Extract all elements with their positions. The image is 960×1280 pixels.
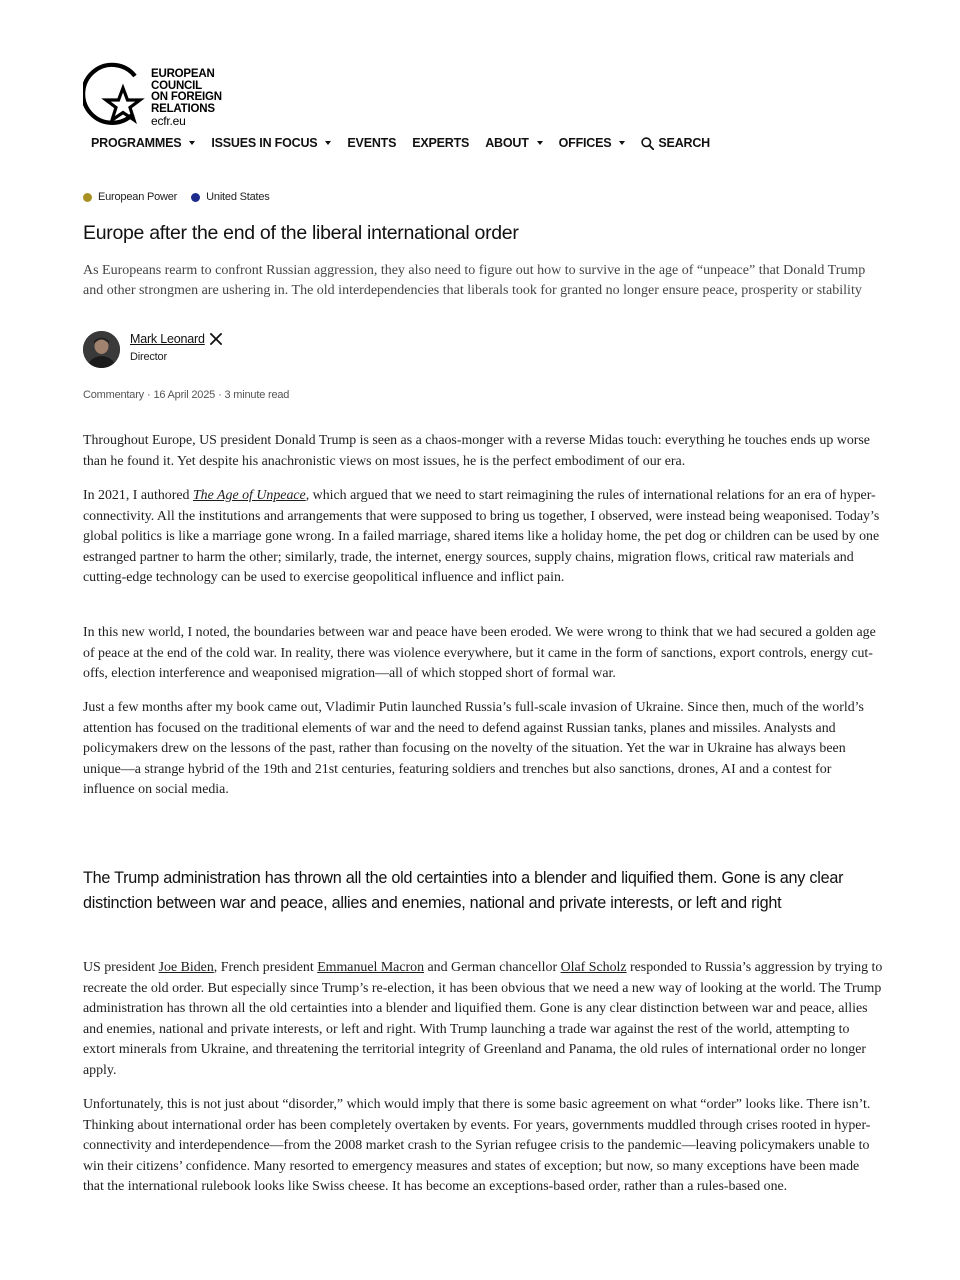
tag-label: United States	[206, 191, 270, 203]
logo-url: ecfr.eu	[151, 114, 186, 129]
article-date: 16 April 2025	[153, 389, 216, 401]
pull-quote: The Trump administration has thrown all the old certainties into a blender and liquified them. Gone is any clear distinction between war and peace, allies and enemies, national and private interests, or left and right	[83, 869, 844, 912]
nav-label: PROGRAMMES	[91, 136, 182, 150]
paragraph: Just a few months after my book came out, Vladimir Putin launched Russia’s full-scale invasion of Ukraine. Since then, much of the world’s attention has focused on the traditional elements of war and the need to defend against Russian tanks, planes and missiles. Analysts and policymakers drew on the lessons of the past, rather than focusing on the novelty of the situation. Yet the war in Ukraine has always been unique—a strange hybrid of the 19th and 21st centuries, featuring soldiers and trenches but also sanctions, drones, AI and a contest for influence on social media.	[83, 700, 864, 798]
text-span: and German chancellor	[424, 960, 561, 975]
chevron-down-icon	[189, 141, 195, 145]
nav-about[interactable]	[485, 136, 542, 150]
logo-line: EUROPEAN	[151, 68, 215, 80]
author-block	[83, 331, 222, 368]
text-span: , which argued that we need to start reimagining the rules of international relations for an era of hyper-connectivity. All the institutions and arrangements that were supposed to bring us together, I observed, were instead being weaponised. Today’s global politics is like a marriage gone wrong. In a failed marriage, shared items like a holiday home, the pet dog or children can be used by one estranged partner to harm the other; similarly, trade, the internet, energy sources, supply chains, migration flows, critical raw materials and cutting-edge technology can be used to exercise geopolitical influence and inflict pain.	[83, 488, 880, 586]
logo-line: ON FOREIGN	[151, 91, 222, 104]
nav-search[interactable]	[641, 136, 710, 150]
paragraph	[83, 486, 883, 589]
nav-label: OFFICES	[558, 136, 612, 150]
star-circle-icon	[83, 62, 147, 132]
topic-tags	[83, 191, 284, 203]
read-time: 3 minute read	[224, 389, 290, 401]
book-link[interactable]: The Age of Unpeace	[192, 488, 306, 503]
tag-dot-icon	[191, 193, 200, 202]
chevron-down-icon	[537, 141, 543, 145]
chevron-down-icon	[325, 141, 331, 145]
main-nav	[91, 136, 726, 150]
text-span: US president	[83, 960, 159, 975]
nav-programmes[interactable]	[91, 136, 195, 150]
logo-line: COUNCIL	[151, 79, 202, 92]
x-twitter-icon[interactable]	[210, 333, 222, 345]
tag-label: European Power	[98, 191, 178, 203]
text-span: In 2021, I authored	[83, 488, 193, 503]
search-icon	[641, 137, 654, 150]
author-portrait-icon	[83, 331, 120, 368]
nav-label: SEARCH	[658, 136, 711, 150]
site-logo[interactable]	[83, 62, 222, 132]
nav-experts[interactable]	[412, 136, 469, 150]
logo-wordmark	[151, 69, 222, 127]
link-emmanuel-macron[interactable]: Emmanuel Macron	[317, 960, 425, 975]
link-olaf-scholz[interactable]: Olaf Scholz	[560, 960, 627, 975]
tag-united-states[interactable]	[191, 191, 269, 203]
logo-line: RELATIONS	[151, 102, 215, 115]
paragraph: Throughout Europe, US president Donald Trump is seen as a chaos-monger with a reverse Midas touch: everything he touches ends up worse than he found it. Yet despite his anachronistic views on most issues, he is the perfect embodiment of our era.	[83, 433, 870, 469]
nav-issues-in-focus[interactable]	[211, 136, 331, 150]
tag-european-power[interactable]	[83, 191, 177, 203]
nav-label: ABOUT	[485, 136, 529, 150]
nav-offices[interactable]	[559, 136, 626, 150]
paragraph	[83, 958, 883, 1082]
paragraph: In this new world, I noted, the boundaries between war and peace have been eroded. We were wrong to think that we had secured a golden age of peace at the end of the cold war. In reality, there was violence everywhere, but it came in the form of sanctions, export controls, energy cut-offs, election interference and weaponised migration—all of which stopped short of formal war.	[83, 625, 876, 682]
author-role: Director	[130, 351, 167, 363]
tag-dot-icon	[83, 193, 92, 202]
article-subtitle: As Europeans rearm to confront Russian aggression, they also need to figure out how to survive in the age of “unpeace” that Donald Trump and other strongmen are ushering in. The old interdependencies that liberals took for granted no longer ensure peace, prosperity or stability	[83, 263, 866, 298]
paragraph: Unfortunately, this is not just about “disorder,” which would imply that there is some basic agreement on what “order” looks like. There isn’t. Thinking about international order has been completely overtaken by events. For years, governments muddled through crises rooted in hyper-connectivity and interdependence—from the 2008 market crash to the Syrian refugee crisis to the pandemic—leaving policymakers unable to win their citizens’ confidence. Many resorted to emergency measures and states of exception; but now, so many exceptions have been made that the international rulebook looks like Swiss cheese. It has become an exceptions-based order, rather than a rules-based one.	[83, 1097, 871, 1195]
chevron-down-icon	[619, 141, 625, 145]
article-type: Commentary	[83, 389, 144, 401]
nav-label: EVENTS	[347, 136, 397, 150]
avatar[interactable]	[83, 331, 120, 368]
link-joe-biden[interactable]: Joe Biden	[158, 960, 214, 975]
article-meta: Commentary · 16 April 2025 · 3 minute read	[83, 389, 290, 401]
text-span: responded to Russia’s aggression by trying to recreate the old order. But especially since Trump’s re-election, it has been obvious that we need a new way of looking at the world. The Trump administration has thrown all the old certainties into a blender and liquified them. Gone is any clear distinction between war and peace, allies and enemies, national and private interests, or left and right. With Trump launching a trade war against the rest of the world, attempting to extort minerals from Ukraine, and threatening the territorial integrity of Greenland and Panama, the old rules of international order no longer apply.	[83, 960, 883, 1078]
article-title: Europe after the end of the liberal international order	[83, 222, 519, 244]
nav-events[interactable]	[347, 136, 396, 150]
nav-label: ISSUES IN FOCUS	[211, 136, 318, 150]
author-name-link[interactable]: Mark Leonard	[130, 332, 205, 346]
text-span: , French president	[213, 960, 318, 975]
nav-label: EXPERTS	[412, 136, 470, 150]
